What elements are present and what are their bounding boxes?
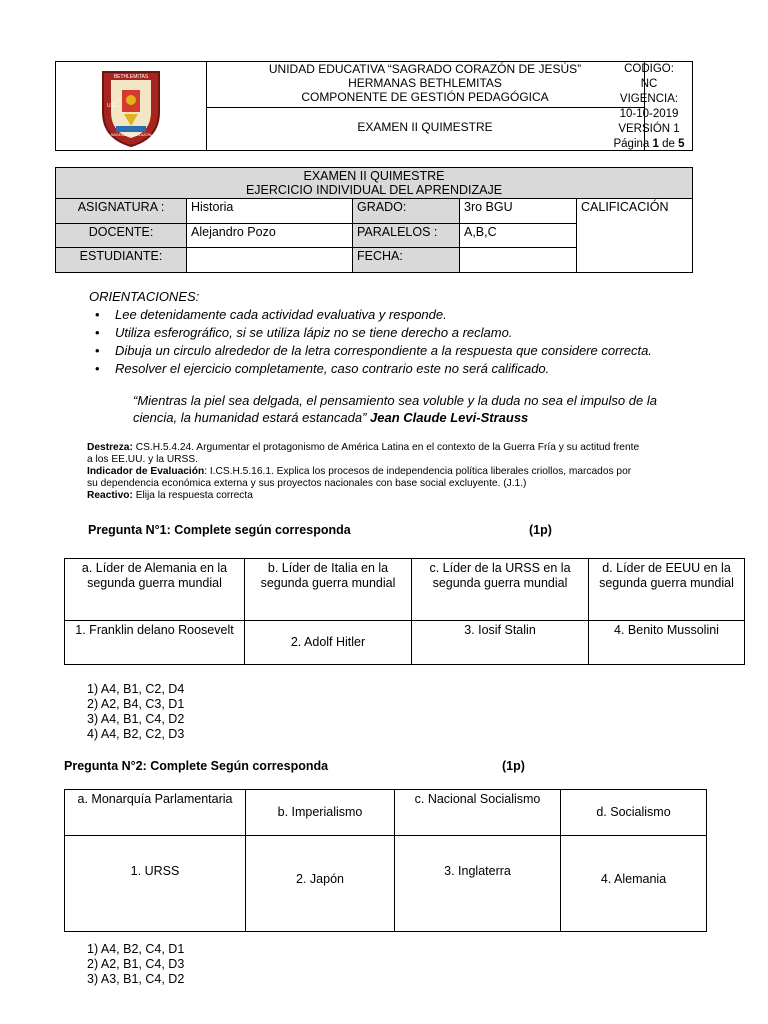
teacher-value: Alejandro Pozo	[187, 224, 353, 248]
q1-points: (1p)	[529, 523, 552, 537]
teacher-label: DOCENTE:	[56, 224, 187, 248]
svg-text:BETHLEMITAS: BETHLEMITAS	[113, 74, 149, 80]
grade-label: GRADO:	[353, 199, 460, 224]
subject-label: ASIGNATURA :	[56, 199, 187, 224]
parallels-label: PARALELOS :	[353, 224, 460, 248]
orientations-list	[89, 306, 652, 378]
q2-header-b: b. Imperialismo	[246, 790, 395, 836]
q1-title: Pregunta N°1: Complete según corresponda	[88, 523, 351, 537]
orientation-item: • Resolver el ejercicio completamente, caso contrario este no será calificado.	[115, 360, 652, 378]
q2-options	[87, 942, 184, 987]
q1-header-c: c. Líder de la URSS en la segunda guerra mundial	[412, 559, 589, 621]
header-table	[55, 61, 693, 151]
page-number: Página 1 de 5	[613, 138, 685, 150]
q2-option[interactable]: 3) A3, B1, C4, D2	[87, 972, 185, 986]
q1-header-d: d. Líder de EEUU en la segunda guerra mundial	[589, 559, 745, 621]
school-name: UNIDAD EDUCATIVA “SAGRADO CORAZÓN DE JESÚS”	[268, 62, 582, 76]
validity-label: VIGENCIA:	[619, 93, 679, 105]
q1-option[interactable]: 4) A4, B2, C2, D3	[87, 727, 185, 741]
code-label: CODIGO:	[624, 63, 674, 75]
sisters-name: HERMANAS BETHLEMITAS	[348, 76, 502, 90]
school-crest-icon	[56, 62, 206, 150]
exam-title-1: EXAMEN II QUIMESTRE	[303, 169, 445, 183]
q2-header-d: d. Socialismo	[561, 790, 707, 836]
q1-header-a: a. Líder de Alemania en la segunda guerra mundial	[65, 559, 245, 621]
parallels-value: A,B,C	[460, 224, 577, 248]
q2-points: (1p)	[502, 759, 525, 773]
school-logo-cell	[56, 62, 207, 150]
score-label: CALIFICACIÓN	[581, 200, 669, 214]
date-field[interactable]	[460, 248, 577, 272]
validity-value: 10-10-2019	[619, 108, 679, 120]
q1-answer-4: 4. Benito Mussolini	[589, 621, 745, 665]
exam-info-table	[55, 167, 693, 273]
q1-option[interactable]: 3) A4, B1, C4, D2	[87, 712, 185, 726]
q1-options	[87, 682, 184, 742]
svg-text:SAGRADO CORAZON: SAGRADO CORAZON	[110, 132, 152, 137]
q2-answer-3: 3. Inglaterra	[395, 836, 561, 932]
code-value: NC	[640, 78, 658, 90]
component-name: COMPONENTE DE GESTIÓN PEDAGÓGICA	[301, 90, 549, 104]
q1-answer-3: 3. Iosif Stalin	[412, 621, 589, 665]
q2-title: Pregunta N°2: Complete Según corresponda	[64, 759, 329, 773]
svg-text:U.E.: U.E.	[107, 103, 117, 109]
student-label: ESTUDIANTE:	[56, 248, 187, 272]
q1-header-b: b. Líder de Italia en la segunda guerra mundial	[245, 559, 412, 621]
skills-block: Destreza: CS.H.5.4.24. Argumentar el protagonismo de América Latina en el contexto de la Guerra Fría y su actitud frente a los EE.UU. y la URSS. Indicador de Evaluación: I.CS.H.5.16.1. Explica los procesos de independencia política liberales criollos, marcados por su dependencia económica externa y sus proyectos nacionales con base social excluyente. (J.1.) Reactivo: Elija la respuesta correcta	[87, 442, 640, 501]
q1-option[interactable]: 2) A2, B4, C3, D1	[87, 697, 185, 711]
orientation-item: • Utiliza esferográfico, si se utiliza lápiz no se tiene derecho a reclamo.	[115, 324, 652, 342]
q1-answer-1: 1. Franklin delano Roosevelt	[65, 621, 245, 665]
q1-answer-2: 2. Adolf Hitler	[245, 621, 412, 665]
orientation-item: • Lee detenidamente cada actividad evaluativa y responde.	[115, 306, 652, 324]
subject-value: Historia	[187, 199, 353, 224]
header-exam-title: EXAMEN II QUIMESTRE	[357, 120, 493, 134]
quote-author: Jean Claude Levi-Strauss	[370, 410, 529, 425]
quote: “Mientras la piel sea delgada, el pensamiento sea voluble y la duda no sea el impulso de la ciencia, la humanidad estará estancada” Jean Claude Levi-Strauss	[133, 393, 657, 425]
q1-table	[64, 558, 745, 665]
exam-title-2: EJERCICIO INDIVIDUAL DEL APRENDIZAJE	[245, 183, 503, 197]
q2-answer-4: 4. Alemania	[561, 836, 707, 932]
exam-title-band	[56, 168, 692, 199]
header-title-cell	[206, 62, 645, 150]
orientation-item: • Dibuja un circulo alrededor de la letra correspondiente a la respuesta que considere correcta.	[115, 342, 652, 360]
q1-option[interactable]: 1) A4, B1, C2, D4	[87, 682, 185, 696]
orientations	[89, 288, 652, 378]
q2-answer-1: 1. URSS	[65, 836, 246, 932]
q2-option[interactable]: 1) A4, B2, C4, D1	[87, 942, 185, 956]
date-label: FECHA:	[353, 248, 460, 272]
header-meta-cell	[606, 62, 692, 152]
student-field[interactable]	[187, 248, 353, 272]
q2-header-a: a. Monarquía Parlamentaria	[65, 790, 246, 836]
grade-value: 3ro BGU	[460, 199, 577, 224]
version: VERSIÓN 1	[618, 123, 680, 135]
q2-table	[64, 789, 707, 932]
q2-option[interactable]: 2) A2, B1, C4, D3	[87, 957, 185, 971]
orientations-heading: ORIENTACIONES:	[89, 289, 200, 304]
q2-header-c: c. Nacional Socialismo	[395, 790, 561, 836]
q2-answer-2: 2. Japón	[246, 836, 395, 932]
